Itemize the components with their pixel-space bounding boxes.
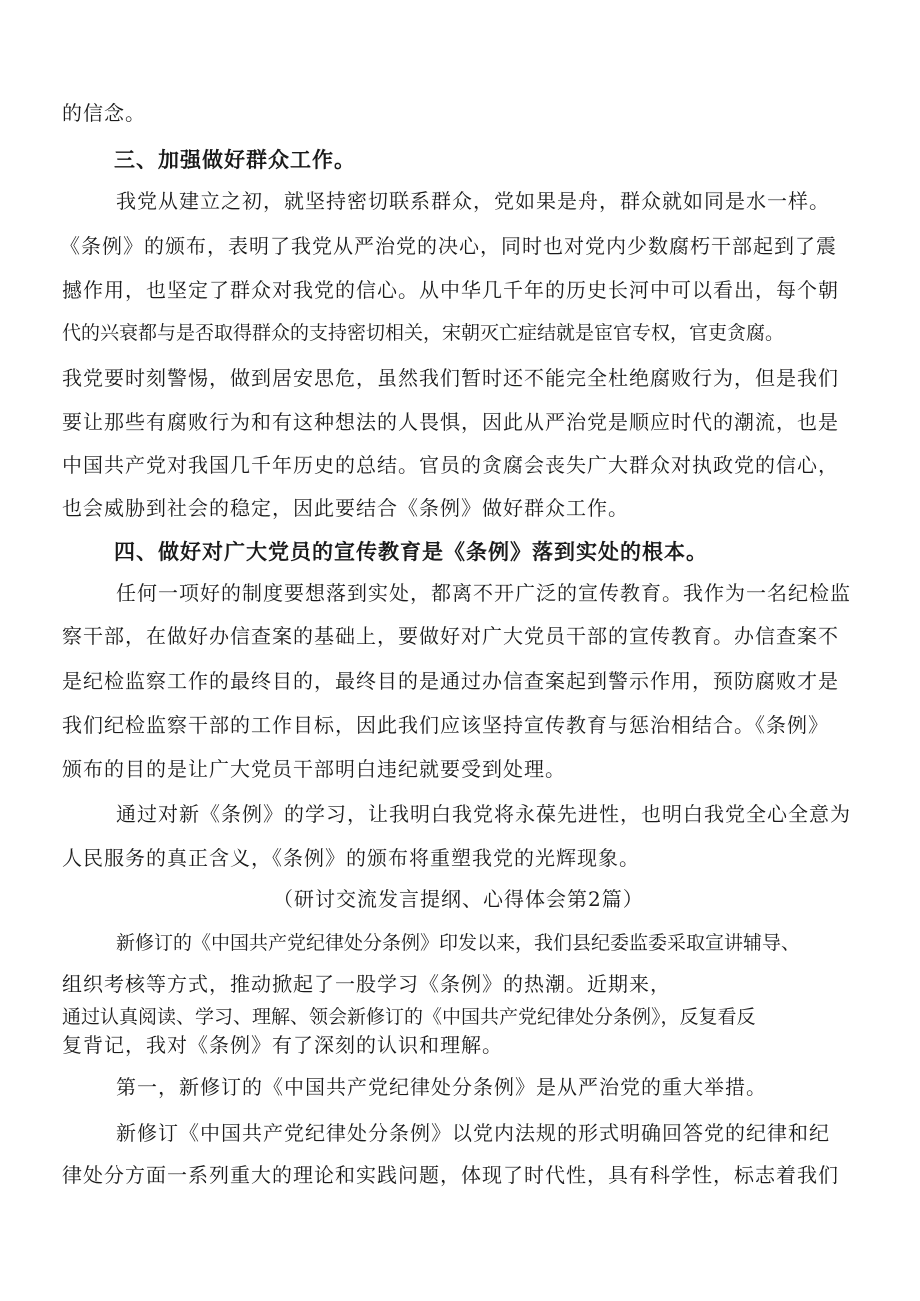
article-caption: （研讨交流发言提纲、心得体会第2篇） (273, 887, 644, 911)
text-line: 我党要时刻警惕，做到居安思危，虽然我们暂时还不能完全杜绝腐败行为，但是我们 (62, 366, 839, 390)
text-line: 要让那些有腐败行为和有这种想法的人畏惧，因此从严治党是顺应时代的潮流，也是 (62, 410, 839, 434)
text-line: 人民服务的真正含义，《条例》的颁布将重塑我党的光辉现象。 (62, 846, 640, 870)
text-line: 组织考核等方式，推动掀起了一股学习《条例》的热潮。近期来， (62, 972, 671, 996)
text-line: 代的兴衰都与是否取得群众的支持密切相关，宋朝灭亡症结就是宦官专权，官吏贪腐。 (62, 322, 785, 344)
text-line: 任何一项好的制度要想落到实处，都离不开广泛的宣传教育。我作为一名纪检监 (116, 581, 851, 605)
text-line: 通过对新《条例》的学习，让我明白我党将永葆先进性，也明白我党全心全意为 (116, 802, 851, 826)
text-line: 的信念。 (62, 101, 146, 125)
text-line: 也会威胁到社会的稳定，因此要结合《条例》做好群众工作。 (62, 496, 629, 520)
text-line: 新修订的《中国共产党纪律处分条例》印发以来，我们县纪委监委采取宣讲辅导、 (116, 932, 801, 954)
text-line: 撼作用，也坚定了群众对我党的信心。从中华几千年的历史长河中可以看出，每个朝 (62, 278, 839, 302)
text-line: 律处分方面一系列重大的理论和实践问题，体现了时代性，具有科学性，标志着我们 (62, 1163, 839, 1187)
text-line: 第一，新修订的《中国共产党纪律处分条例》是从严治党的重大举措。 (116, 1075, 767, 1099)
text-line: 是纪检监察工作的最终目的，最终目的是通过办信查案起到警示作用，预防腐败才是 (62, 669, 839, 693)
text-line: 复背记，我对《条例》有了深刻的认识和理解。 (62, 1033, 503, 1057)
text-line: 新修订《中国共产党纪律处分条例》以党内法规的形式明确回答党的纪律和纪 (116, 1121, 830, 1145)
text-line: 通过认真阅读、学习、理解、领会新修订的《中国共产党纪律处分条例》，反复看反 (62, 1006, 756, 1028)
text-line: 我党从建立之初，就坚持密切联系群众，党如果是舟，群众就如同是水一样。 (116, 189, 830, 213)
section-heading-4: 四、做好对广大党员的宣传教育是《条例》落到实处的根本。 (114, 540, 708, 564)
text-line: 我们纪检监察干部的工作目标，因此我们应该坚持宣传教育与惩治相结合。《条例》 (62, 713, 829, 737)
text-line: 《条例》的颁布，表明了我党从严治党的决心，同时也对党内少数腐朽干部起到了震 (60, 234, 837, 258)
text-line: 察干部，在做好办信查案的基础上，要做好对广大党员干部的宣传教育。办信查案不 (62, 624, 839, 648)
section-heading-3: 三、加强做好群众工作。 (114, 148, 356, 172)
text-line: 颁布的目的是让广大党员干部明白违纪就要受到处理。 (62, 757, 566, 781)
text-line: 中国共产党对我国几千年历史的总结。官员的贪腐会丧失广大群众对执政党的信心， (62, 453, 839, 477)
